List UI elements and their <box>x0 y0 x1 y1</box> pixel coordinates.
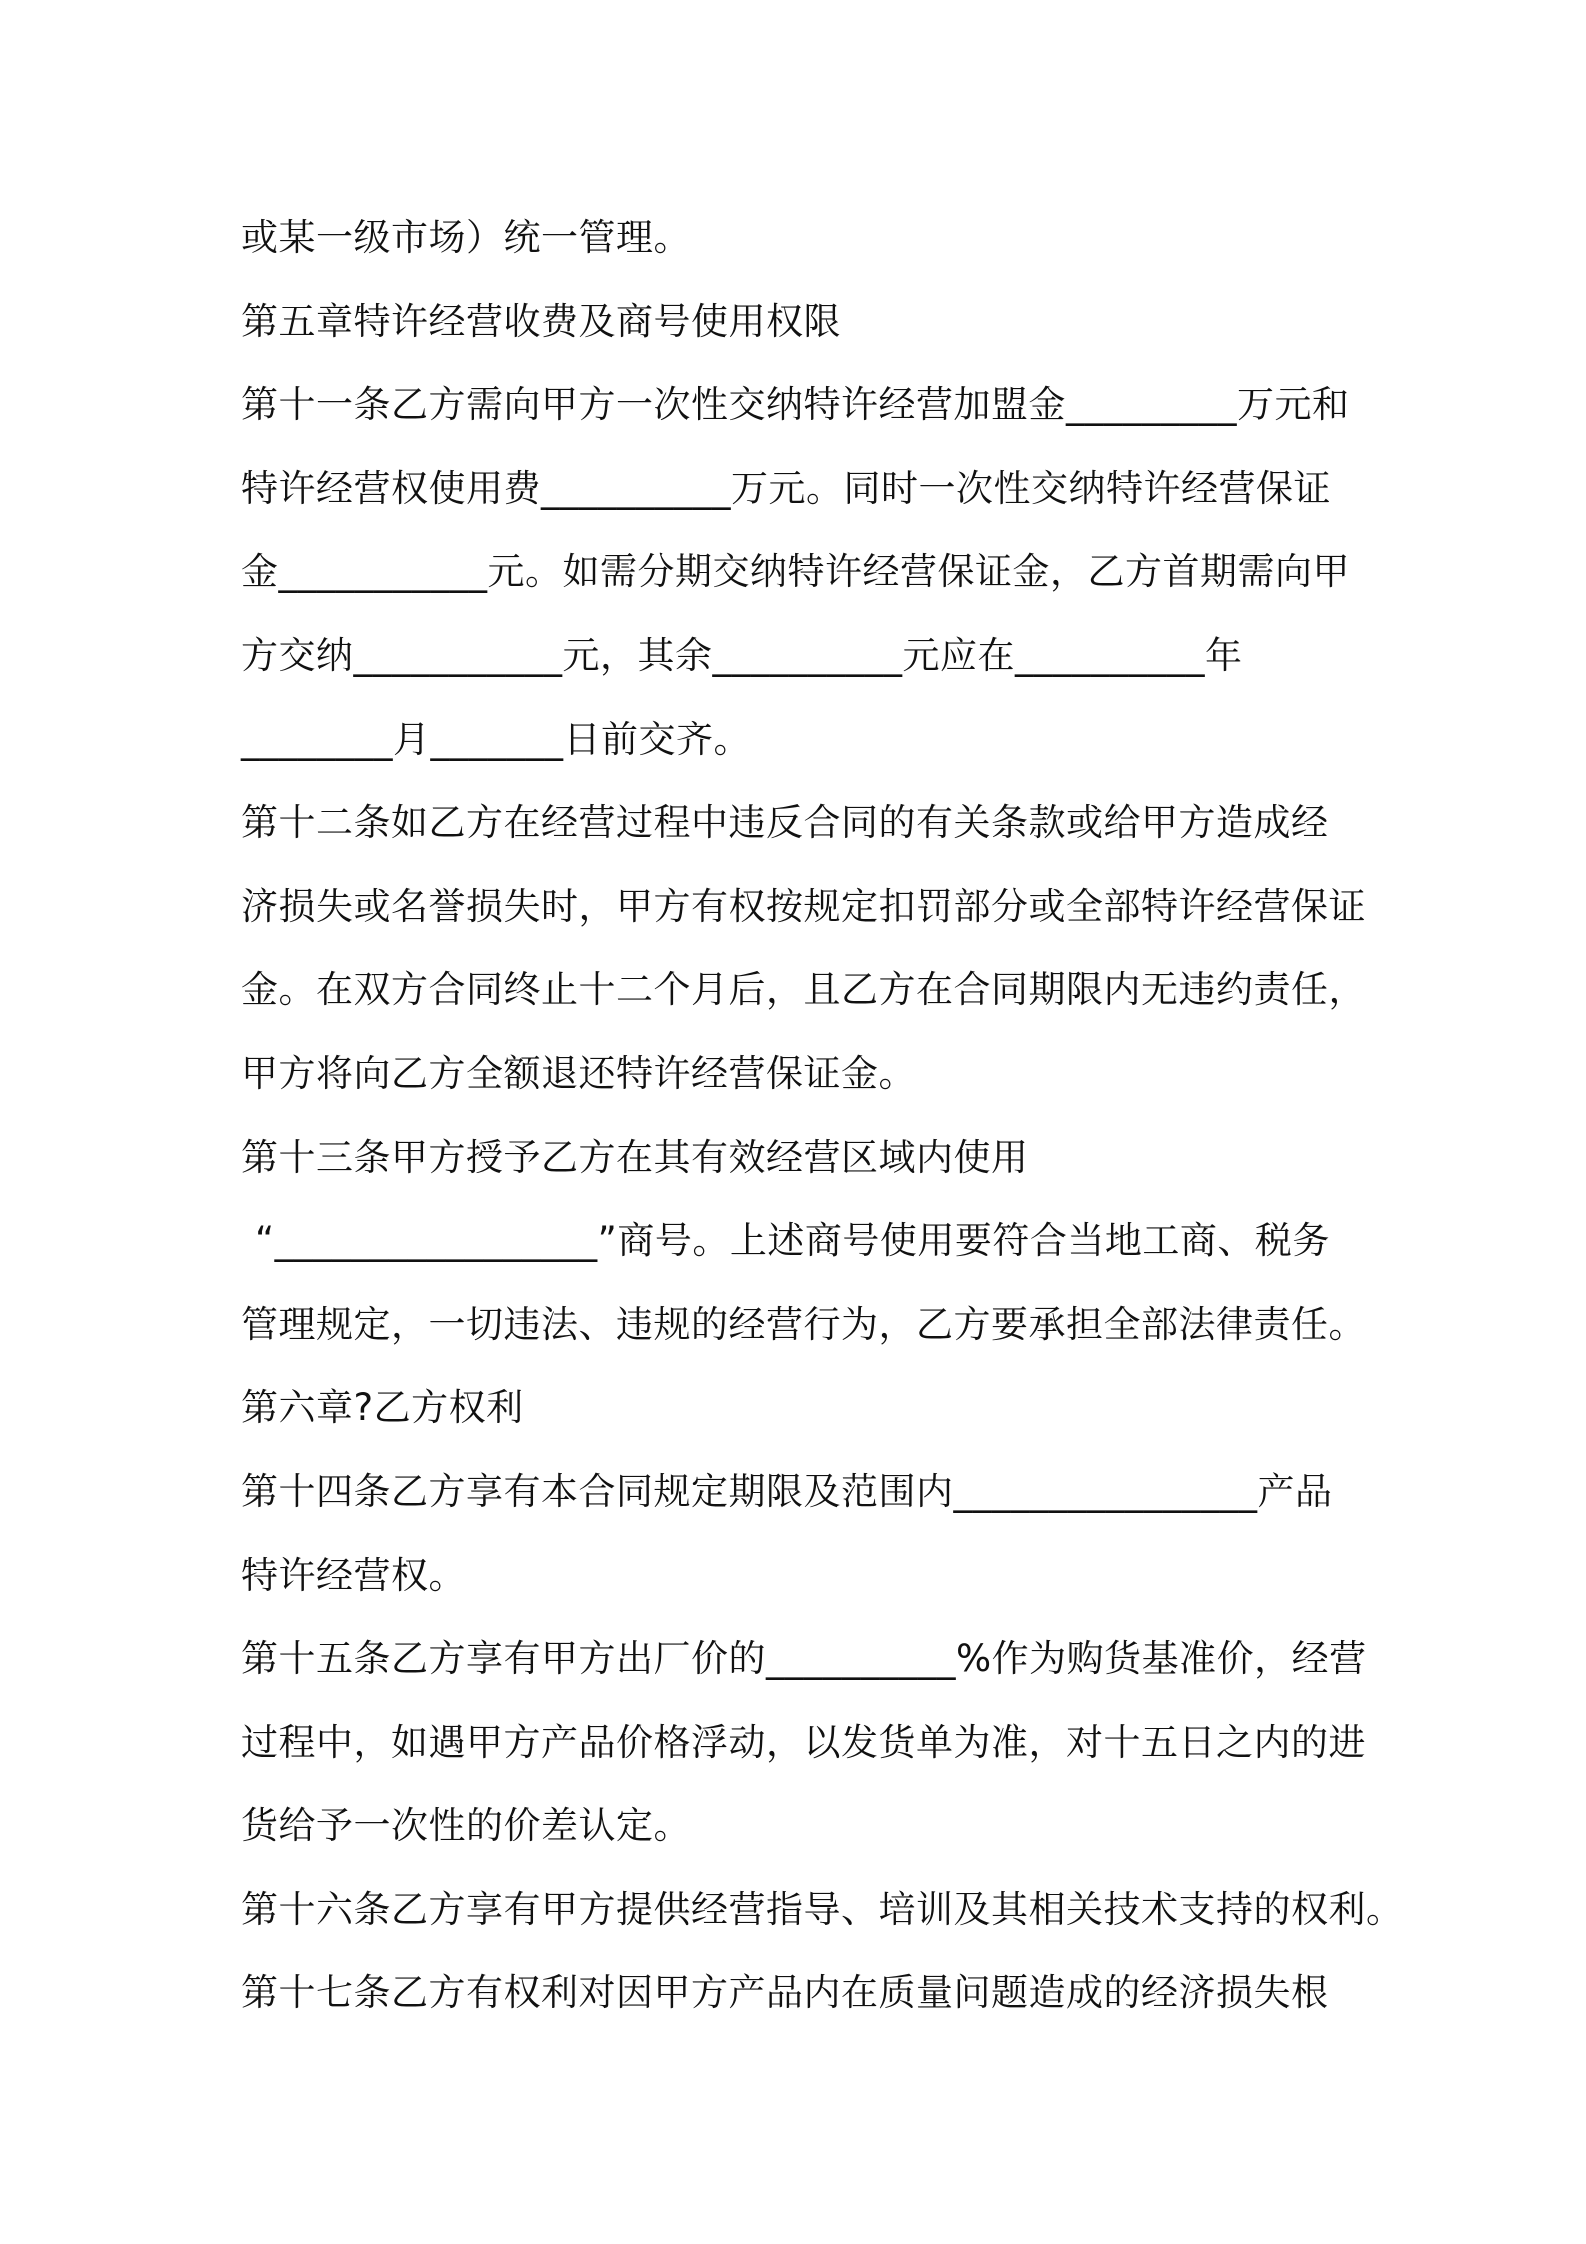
body-line: 金___________元。如需分期交纳特许经营保证金，乙方首期需向甲 <box>241 550 1350 594</box>
body-line: 方交纳___________元，其余__________元应在__________年 <box>241 633 1243 677</box>
body-line: 管理规定，一切违法、违规的经营行为，乙方要承担全部法律责任。 <box>241 1302 1366 1346</box>
document-body <box>241 196 1404 2035</box>
body-line: 第十五条乙方享有甲方出厂价的__________%作为购货基准价，经营 <box>241 1637 1367 1681</box>
body-line: 特许经营权使用费__________万元。同时一次性交纳特许经营保证 <box>241 466 1331 510</box>
body-line: 第十四条乙方享有本合同规定期限及范围内________________产品 <box>241 1469 1333 1513</box>
body-line: 特许经营权。 <box>241 1553 466 1597</box>
body-line: “_________________”商号。上述商号使用要符合当地工商、税务 <box>255 1219 1330 1263</box>
body-line: 第十六条乙方享有甲方提供经营指导、培训及其相关技术支持的权利。 <box>241 1887 1404 1931</box>
body-line: 甲方将向乙方全额退还特许经营保证金。 <box>241 1051 916 1095</box>
chapter-heading: 第五章特许经营收费及商号使用权限 <box>241 299 841 343</box>
body-line: 或某一级市场）统一管理。 <box>241 216 691 259</box>
chapter-heading: 第六章?乙方权利 <box>241 1386 524 1430</box>
body-line: 第十七条乙方有权利对因甲方产品内在质量问题造成的经济损失根 <box>241 1971 1329 2015</box>
body-line: 第十二条如乙方在经营过程中违反合同的有关条款或给甲方造成经 <box>241 801 1329 845</box>
body-line: ________月_______日前交齐。 <box>241 717 751 761</box>
body-line: 货给予一次性的价差认定。 <box>241 1804 691 1848</box>
body-line: 第十三条甲方授予乙方在其有效经营区域内使用 <box>241 1135 1029 1179</box>
body-line: 过程中，如遇甲方产品价格浮动，以发货单为准，对十五日之内的进 <box>241 1720 1366 1764</box>
body-line: 第十一条乙方需向甲方一次性交纳特许经营加盟金_________万元和 <box>241 383 1350 427</box>
body-line: 金。在双方合同终止十二个月后，且乙方在合同期限内无违约责任， <box>241 968 1366 1012</box>
body-line: 济损失或名誉损失时，甲方有权按规定扣罚部分或全部特许经营保证 <box>241 884 1366 928</box>
